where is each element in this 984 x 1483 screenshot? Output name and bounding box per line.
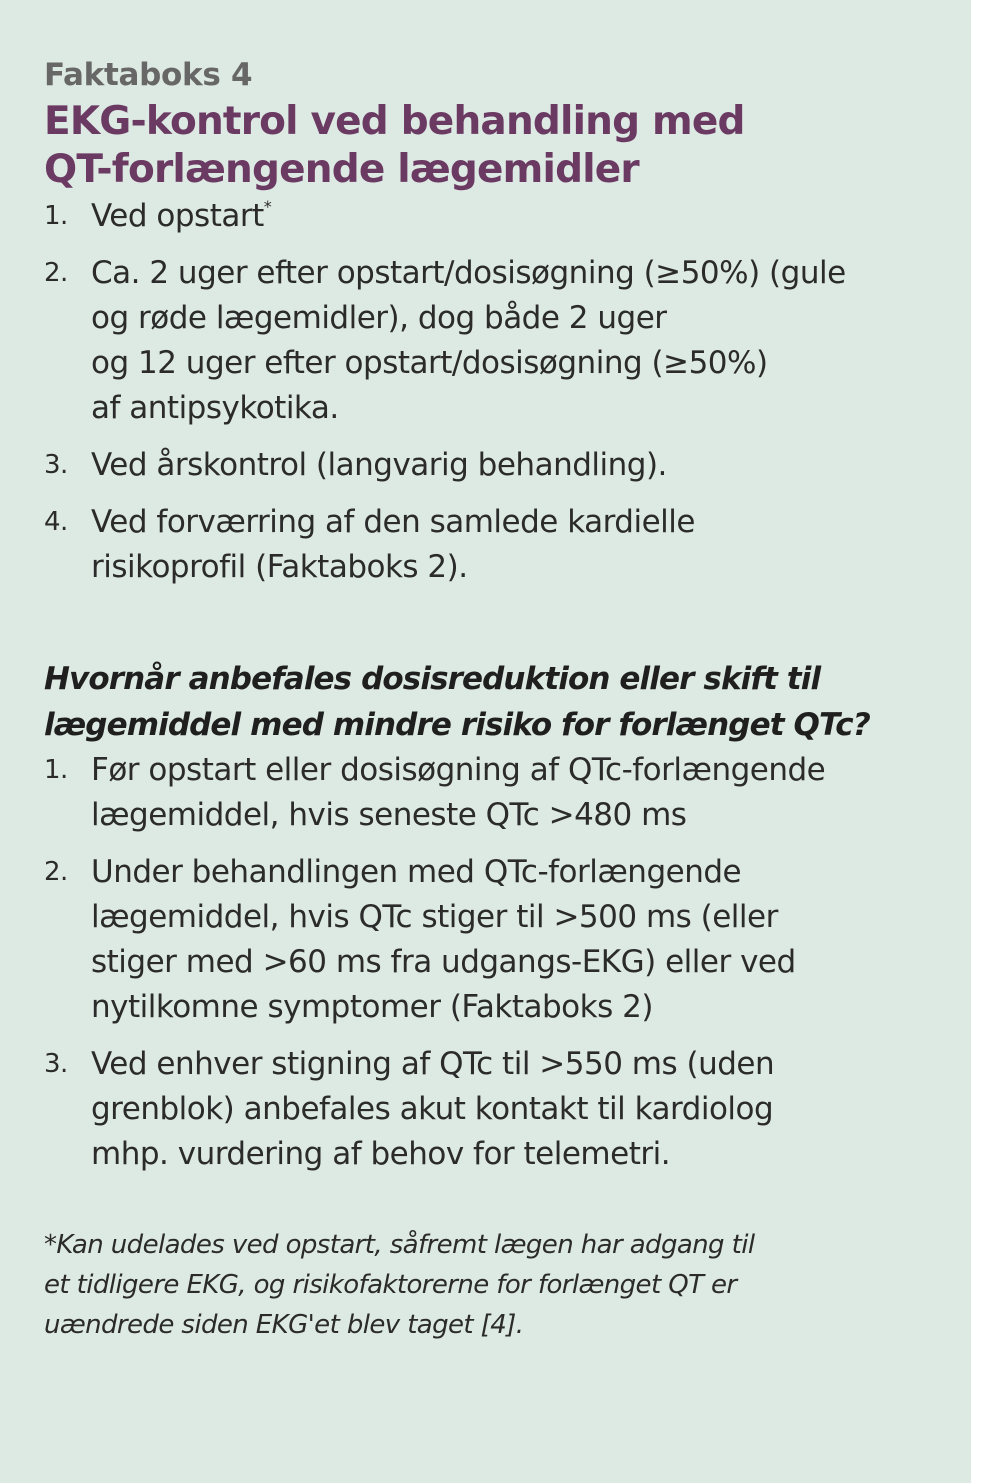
list-item-text: lægemiddel, hvis QTc stiger til >500 ms (eller <box>91 899 778 935</box>
dose-reduction-list <box>44 748 935 1177</box>
list-item <box>44 1042 935 1177</box>
title-line: EKG-kontrol ved behandling med <box>44 99 745 144</box>
list-item-number: 2. <box>44 857 68 887</box>
list-item-text: Ved årskontrol (langvarig behandling). <box>91 447 667 483</box>
list-item <box>44 194 935 239</box>
ekg-control-list <box>44 194 935 590</box>
list-item-text: Ca. 2 uger efter opstart/dosisøgning (≥50%) (gule <box>91 255 846 291</box>
question-line: Hvornår anbefales dosisreduktion eller skift til <box>44 661 821 697</box>
list-item-number: 3. <box>44 450 68 480</box>
list-item-text: af antipsykotika. <box>91 390 339 426</box>
list-item-number: 2. <box>44 258 68 288</box>
list-item-number: 1. <box>44 755 68 785</box>
list-item-number: 1. <box>44 201 68 231</box>
footnote <box>44 1225 935 1345</box>
list-item <box>44 850 935 1030</box>
footnote-marker: * <box>263 197 272 216</box>
factbox-kicker: Faktaboks 4 <box>44 57 253 93</box>
list-item <box>44 500 935 590</box>
footnote-line: uændrede siden EKG'et blev taget [4]. <box>44 1310 524 1340</box>
list-item-text: Under behandlingen med QTc-forlængende <box>91 854 742 890</box>
list-item-text: og 12 uger efter opstart/dosisøgning (≥50%) <box>91 345 768 381</box>
list-item-text: Ved forværring af den samlede kardielle <box>91 504 695 540</box>
list-item-text: mhp. vurdering af behov for telemetri. <box>91 1136 671 1172</box>
question-line: lægemiddel med mindre risiko for forlænget QTc? <box>44 707 870 743</box>
list-item <box>44 251 935 431</box>
list-item <box>44 748 935 838</box>
list-item-text: nytilkomne symptomer (Faktaboks 2) <box>91 989 653 1025</box>
footnote-line: et tidligere EKG, og risikofaktorerne for forlænget QT er <box>44 1270 737 1300</box>
list-item <box>44 443 935 488</box>
list-item-text: stiger med >60 ms fra udgangs-EKG) eller ved <box>91 944 796 980</box>
footnote-line: *Kan udelades ved opstart, såfremt lægen har adgang til <box>44 1230 755 1260</box>
list-item-text: Før opstart eller dosisøgning af QTc-forlængende <box>91 752 826 788</box>
list-item-number: 3. <box>44 1049 68 1079</box>
factbox-title <box>44 98 935 194</box>
title-line: QT-forlængende lægemidler <box>44 147 639 192</box>
list-item-number: 4. <box>44 507 68 537</box>
section-question <box>44 656 935 748</box>
list-item-text: Ved opstart <box>91 198 264 234</box>
list-item-text: lægemiddel, hvis seneste QTc >480 ms <box>91 797 687 833</box>
list-item-text: Ved enhver stigning af QTc til >550 ms (uden <box>91 1046 775 1082</box>
list-item-text: grenblok) anbefales akut kontakt til kardiolog <box>91 1091 774 1127</box>
list-item-text: risikoprofil (Faktaboks 2). <box>91 549 468 585</box>
list-item-text: og røde lægemidler), dog både 2 uger <box>91 300 667 336</box>
